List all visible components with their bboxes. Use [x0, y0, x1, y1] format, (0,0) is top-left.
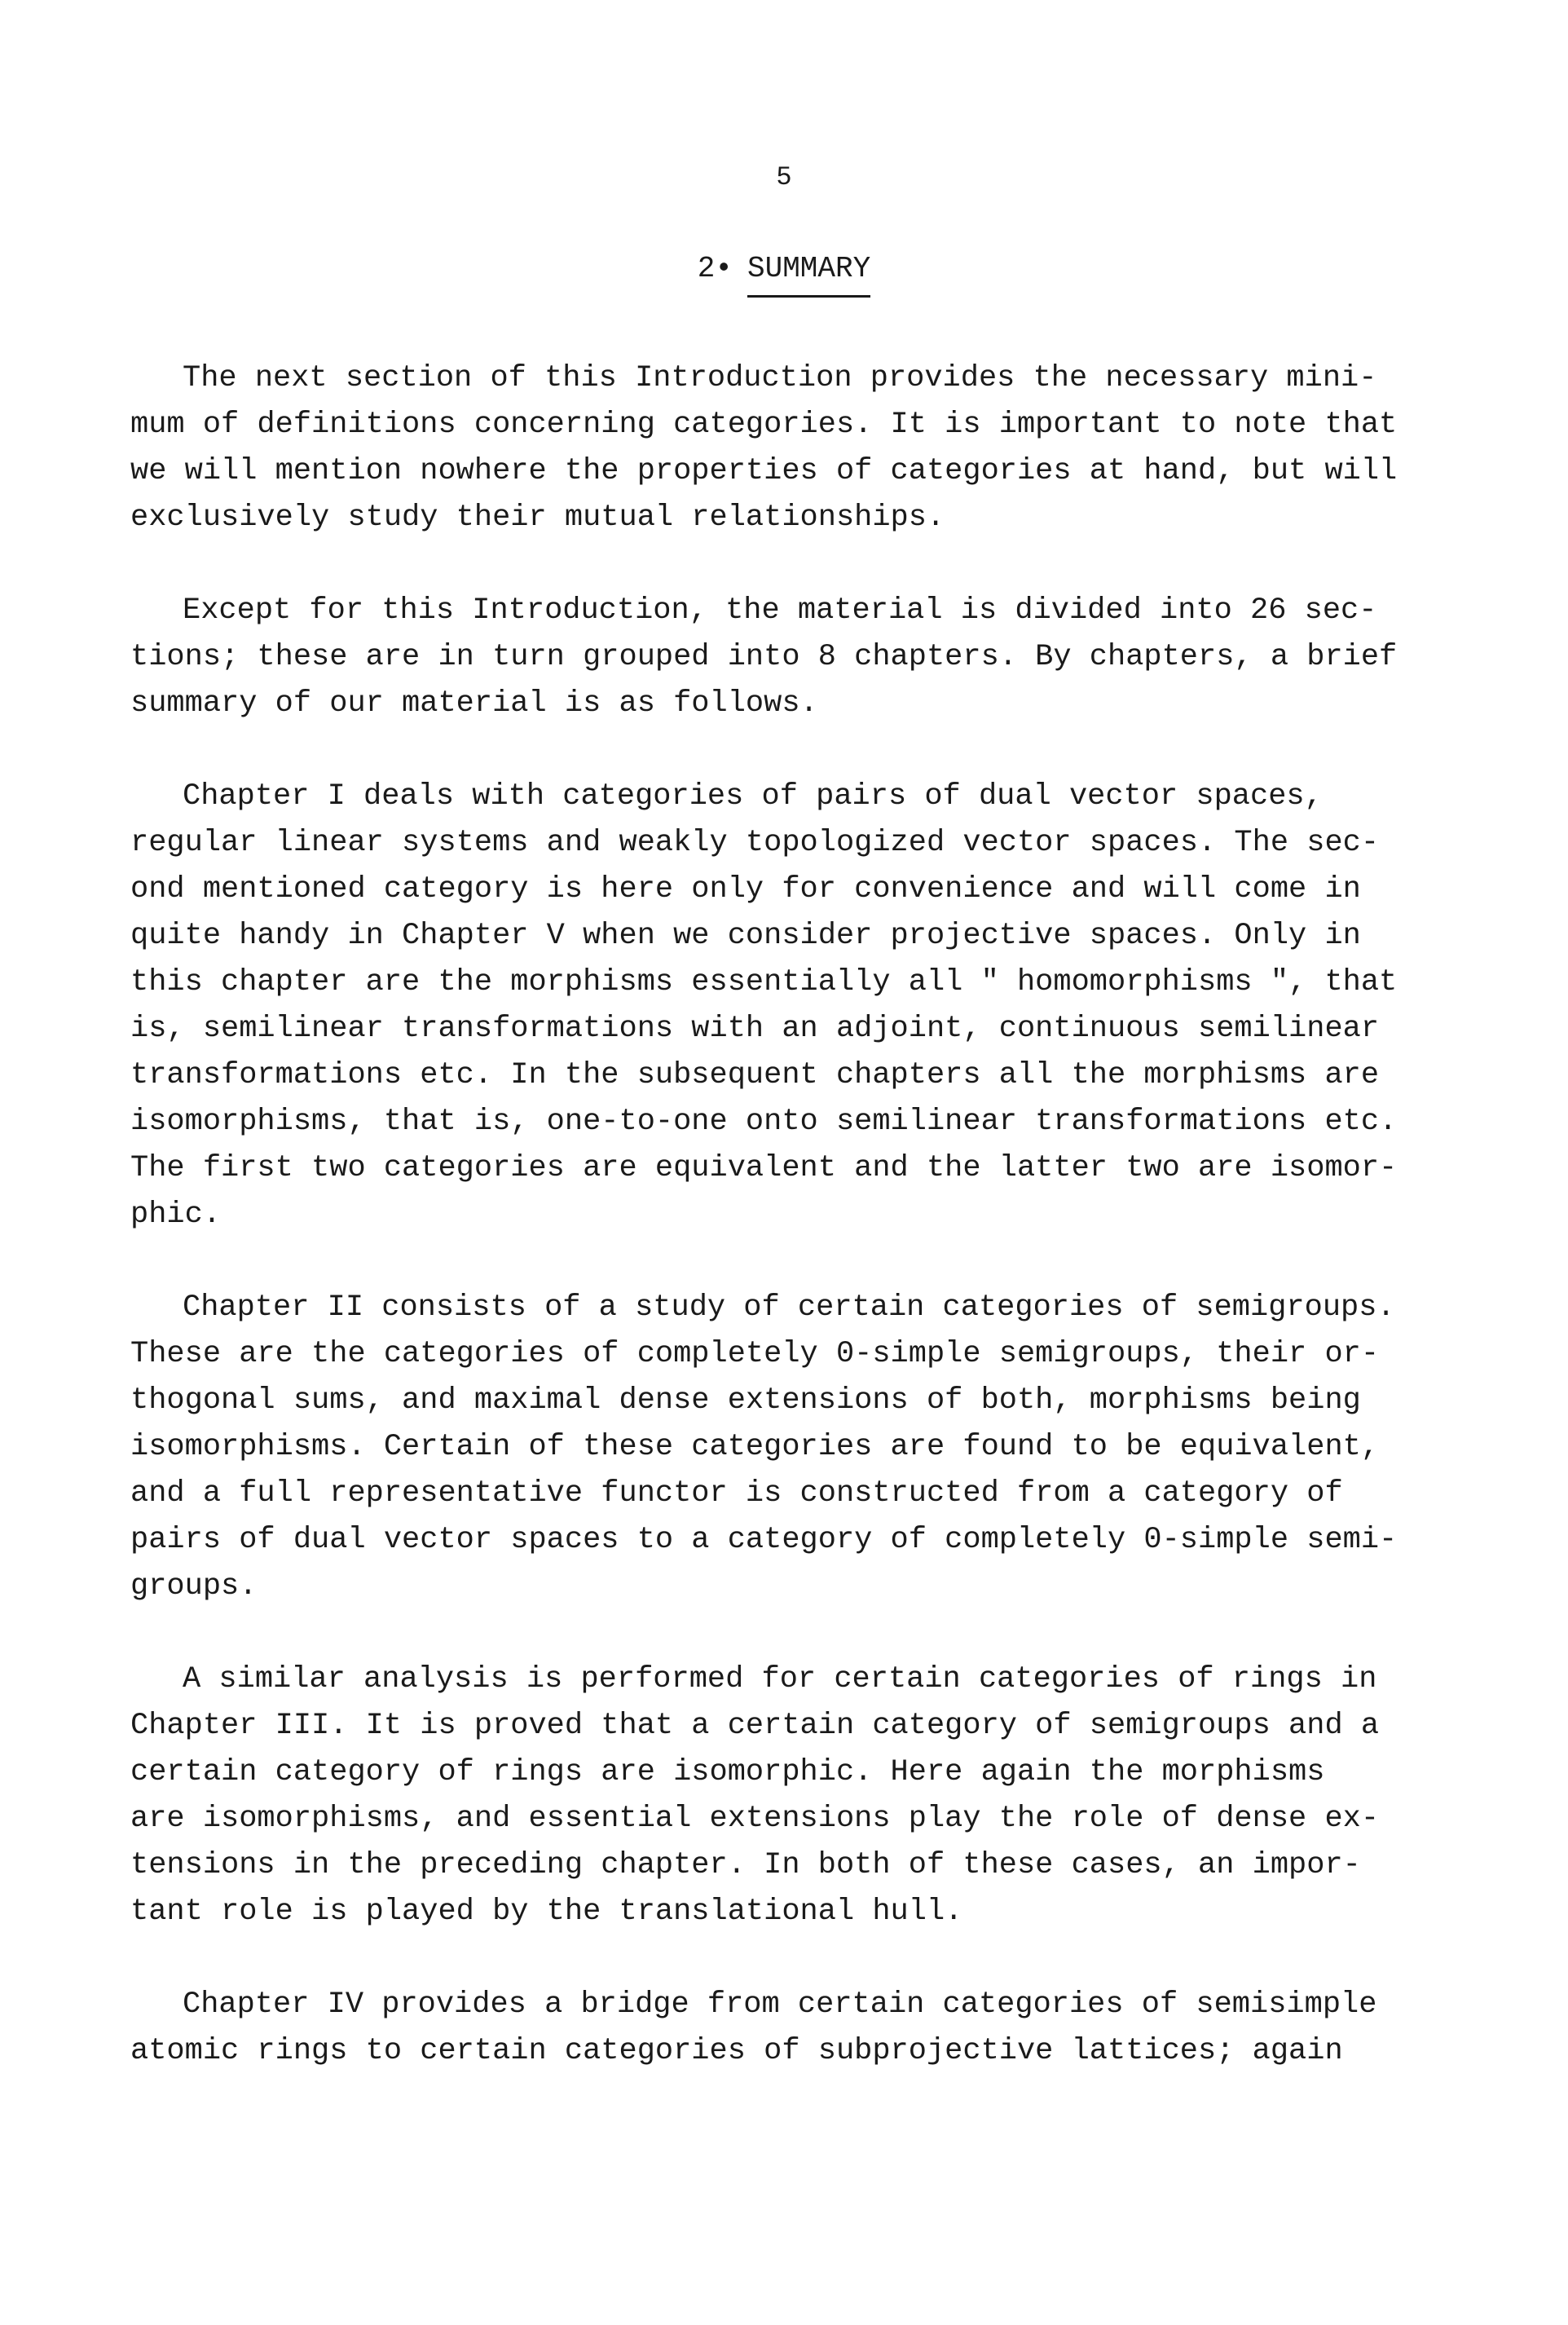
text-line: tensions in the preceding chapter. In both of these cases, an impor- — [130, 1848, 1361, 1882]
text-line: mum of definitions concerning categories. It is important to note that — [130, 408, 1398, 442]
section-heading — [0, 249, 1568, 298]
text-line: is, semilinear transformations with an adjoint, continuous semilinear — [130, 1012, 1380, 1046]
section-title: SUMMARY — [747, 249, 870, 298]
text-line: are isomorphisms, and essential extensions play the role of dense ex- — [130, 1802, 1380, 1836]
text-line: isomorphisms. Certain of these categories are found to be equivalent, — [130, 1430, 1380, 1464]
paragraph-chapter-3 — [130, 1657, 1451, 1935]
paragraph-chapter-4 — [130, 1982, 1451, 2075]
section-number: 2• — [697, 252, 733, 285]
paragraph-chapter-2 — [130, 1285, 1451, 1610]
text-line: this chapter are the morphisms essentially all " homomorphisms ", that — [130, 965, 1398, 999]
text-line: Chapter I deals with categories of pairs of dual vector spaces, — [183, 779, 1323, 814]
text-line: regular linear systems and weakly topologized vector spaces. The sec- — [130, 826, 1380, 860]
text-line: Except for this Introduction, the material is divided into 26 sec- — [183, 593, 1377, 628]
text-line: quite handy in Chapter V when we consider projective spaces. Only in — [130, 919, 1361, 953]
text-line: phic. — [130, 1198, 222, 1232]
text-line: certain category of rings are isomorphic. Here again the morphisms — [130, 1755, 1325, 1789]
page-number: 5 — [776, 162, 792, 192]
body-text — [130, 355, 1451, 2121]
text-line: exclusively study their mutual relationships. — [130, 501, 945, 535]
text-line: Chapter III. It is proved that a certain category of semigroups and a — [130, 1709, 1380, 1743]
text-line: transformations etc. In the subsequent chapters all the morphisms are — [130, 1058, 1380, 1092]
paragraph-material-division — [130, 588, 1451, 727]
text-line: A similar analysis is performed for certain categories of rings in — [183, 1662, 1377, 1696]
text-line: ond mentioned category is here only for convenience and will come in — [130, 872, 1361, 907]
text-line: we will mention nowhere the properties of categories at hand, but will — [130, 454, 1398, 488]
text-line: tions; these are in turn grouped into 8 chapters. By chapters, a brief — [130, 640, 1398, 674]
text-line: The next section of this Introduction provides the necessary mini- — [183, 361, 1377, 395]
text-line: and a full representative functor is constructed from a category of — [130, 1476, 1343, 1511]
text-line: The first two categories are equivalent and the latter two are isomor- — [130, 1151, 1398, 1185]
paragraph-chapter-1 — [130, 774, 1451, 1238]
text-line: pairs of dual vector spaces to a category of completely 0-simple semi- — [130, 1523, 1398, 1557]
text-line: summary of our material is as follows. — [130, 686, 818, 721]
text-line: atomic rings to certain categories of subprojective lattices; again — [130, 2034, 1343, 2068]
text-line: isomorphisms, that is, one-to-one onto semilinear transformations etc. — [130, 1105, 1398, 1139]
text-line: Chapter IV provides a bridge from certain categories of semisimple — [183, 1988, 1377, 2022]
paragraph-next-section — [130, 355, 1451, 541]
text-line: Chapter II consists of a study of certain categories of semigroups. — [183, 1290, 1395, 1325]
text-line: These are the categories of completely 0-simple semigroups, their or- — [130, 1337, 1380, 1371]
text-line: thogonal sums, and maximal dense extensions of both, morphisms being — [130, 1383, 1361, 1418]
text-line: tant role is played by the translational hull. — [130, 1895, 963, 1929]
text-line: groups. — [130, 1569, 258, 1604]
